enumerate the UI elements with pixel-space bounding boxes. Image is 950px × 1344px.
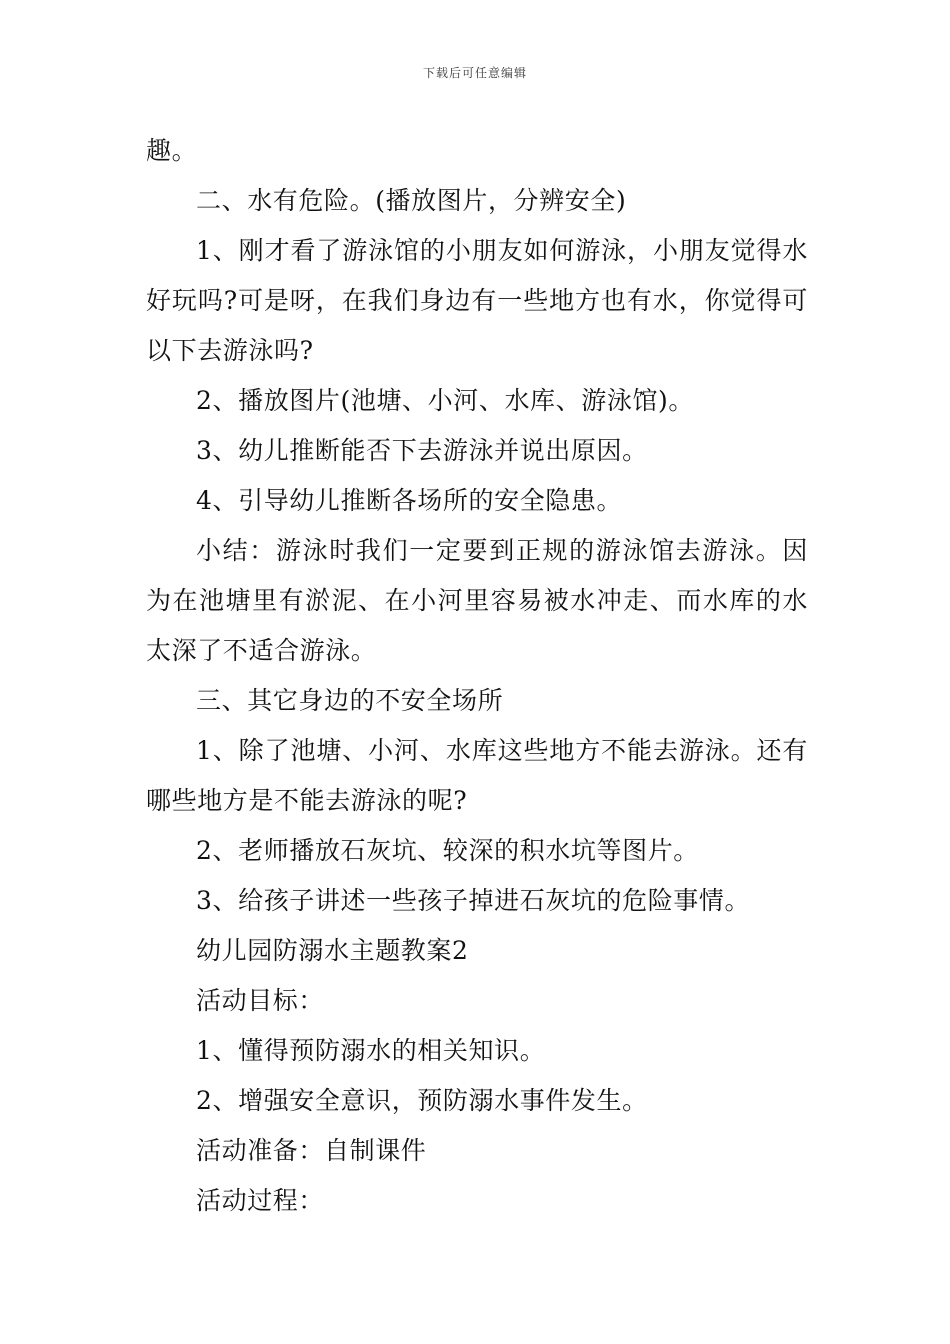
- list-item-3: 3、给孩子讲述一些孩子掉进石灰坑的危险事情。: [196, 886, 751, 915]
- page-header: 下载后可任意编辑: [422, 66, 527, 80]
- goal-item-1: 1、懂得预防溺水的相关知识。: [196, 1036, 546, 1065]
- activity-preparation: 活动准备：自制课件: [196, 1136, 427, 1165]
- activity-goals-heading: 活动目标：: [196, 986, 325, 1015]
- document-body: [146, 126, 808, 1226]
- list-item-1: 1、除了池塘、小河、水库这些地方不能去游泳。还有哪些地方是不能去游泳的呢?: [146, 736, 808, 815]
- list-item-1: 1、刚才看了游泳馆的小朋友如何游泳，小朋友觉得水好玩吗?可是呀，在我们身边有一些地方也有水，你觉得可以下去游泳吗?: [146, 236, 808, 365]
- paragraph-continuation: 趣。: [146, 136, 198, 165]
- list-item-2: 2、老师播放石灰坑、较深的积水坑等图片。: [196, 836, 699, 865]
- goal-item-2: 2、增强安全意识，预防溺水事件发生。: [196, 1086, 648, 1115]
- list-item-3: 3、幼儿推断能否下去游泳并说出原因。: [196, 436, 648, 465]
- list-item-4: 4、引导幼儿推断各场所的安全隐患。: [196, 486, 623, 515]
- section-heading-water-danger: 二、水有危险。(播放图片，分辨安全): [196, 186, 627, 215]
- activity-process-heading: 活动过程：: [196, 1186, 325, 1215]
- lesson-title: 幼儿园防溺水主题教案2: [196, 936, 469, 965]
- summary-paragraph: 小结：游泳时我们一定要到正规的游泳馆去游泳。因为在池塘里有淤泥、在小河里容易被水冲走、而水库的水太深了不适合游泳。: [146, 536, 808, 665]
- section-heading-unsafe-places: 三、其它身边的不安全场所: [196, 686, 504, 715]
- list-item-2: 2、播放图片(池塘、小河、水库、游泳馆)。: [196, 386, 695, 415]
